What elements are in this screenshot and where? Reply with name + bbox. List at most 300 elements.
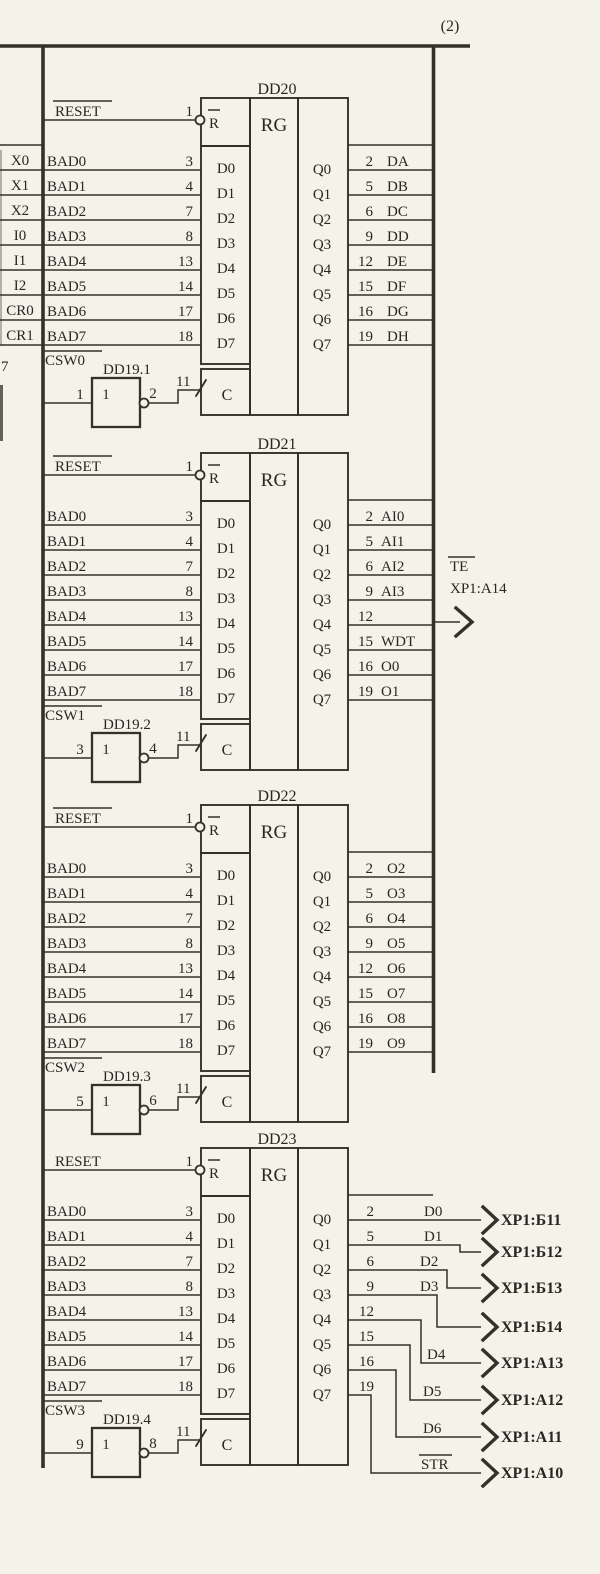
d-port-label: D7 — [216, 1386, 236, 1402]
input-row — [43, 1204, 201, 1220]
output-signal-label: AI2 — [381, 559, 405, 575]
d-port-label: D5 — [216, 993, 236, 1009]
input-signal-label: BAD0 — [47, 861, 87, 877]
input-pin-number: 3 — [185, 1204, 193, 1220]
d-port-label: D3 — [216, 1286, 236, 1302]
q-port-label: Q1 — [312, 1237, 332, 1253]
reset-pin-number: 1 — [185, 104, 193, 120]
input-pin-number: 3 — [185, 861, 193, 877]
input-pin-number: 7 — [185, 911, 193, 927]
input-pin-number: 13 — [178, 609, 193, 625]
clock-pin-number: 11 — [176, 729, 191, 745]
input-signal-label: BAD3 — [47, 936, 87, 952]
output-pin-number: 5 — [366, 1229, 374, 1245]
clock-pin-number: 11 — [176, 374, 191, 390]
input-row — [43, 634, 201, 650]
input-signal-label: BAD0 — [47, 1204, 87, 1220]
d-port-label: D7 — [216, 1043, 236, 1059]
q-port-label: Q4 — [312, 617, 332, 633]
inverter-gate-box — [92, 733, 140, 782]
q-port-label: Q0 — [312, 869, 332, 885]
output-pin-number: 16 — [358, 1011, 373, 1027]
left-ladder-row — [0, 278, 43, 295]
input-row — [43, 911, 201, 927]
d-port-label: D5 — [216, 286, 236, 302]
output-signal-label: O7 — [387, 986, 406, 1002]
output-row — [348, 179, 433, 195]
gate-output-pin-number: 2 — [149, 386, 157, 402]
output-signal-label: O5 — [387, 936, 406, 952]
input-signal-label: BAD5 — [47, 986, 87, 1002]
csw-label: CSW0 — [45, 353, 86, 369]
input-pin-number: 7 — [185, 559, 193, 575]
output-row — [348, 154, 433, 170]
input-rows — [43, 1204, 201, 1395]
reset-label: RESET — [55, 104, 101, 120]
output-pin-number: 19 — [358, 329, 373, 345]
input-signal-label: BAD0 — [47, 154, 87, 170]
input-row — [43, 1354, 201, 1370]
output-signal-label: O9 — [387, 1036, 406, 1052]
output-pin-number: 2 — [366, 1204, 374, 1220]
output-signal-label: DC — [387, 204, 408, 220]
gate-input-pin-number: 1 — [76, 387, 84, 403]
register-type-label: RG — [260, 1165, 288, 1186]
output-pin-number: 12 — [358, 254, 373, 270]
output-row — [348, 509, 433, 525]
q-port-label: Q6 — [312, 1019, 332, 1035]
q-port-label: Q3 — [312, 944, 332, 960]
d-cell-box — [201, 501, 250, 719]
input-row — [43, 1279, 201, 1295]
rg-cell-box — [250, 1148, 298, 1465]
d-port-label: D6 — [216, 1018, 236, 1034]
q-port-label: Q7 — [312, 1044, 332, 1060]
input-pin-number: 8 — [185, 936, 193, 952]
output-pin-number: 12 — [358, 609, 373, 625]
q-port-label: Q4 — [312, 262, 332, 278]
r-port-label: R — [209, 116, 220, 132]
r-inversion-bubble-icon — [196, 471, 205, 480]
output-rows — [348, 154, 433, 345]
input-row — [43, 1329, 201, 1345]
input-signal-label: BAD6 — [47, 304, 87, 320]
q-port-label: Q2 — [312, 567, 332, 583]
rg-cell-box — [250, 98, 298, 415]
output-pin-number: 9 — [366, 1279, 374, 1295]
output-row — [348, 961, 433, 977]
q-port-label: Q4 — [312, 1312, 332, 1328]
connector-chevron-icon — [483, 1460, 497, 1486]
input-row — [43, 559, 201, 575]
output-pin-number: 5 — [365, 534, 373, 550]
input-signal-label: BAD1 — [47, 534, 87, 550]
q-port-label: Q1 — [312, 894, 332, 910]
q-port-label: Q0 — [312, 1212, 332, 1228]
output-signal-label: DF — [387, 279, 407, 295]
output-pin-number: 19 — [359, 1379, 374, 1395]
d-port-label: D3 — [216, 943, 236, 959]
input-pin-number: 13 — [178, 1304, 193, 1320]
input-row — [43, 1379, 201, 1395]
q-port-label: Q2 — [312, 212, 332, 228]
output-pin-number: 16 — [359, 1354, 374, 1370]
connector-label: XP1:A11 — [501, 1429, 563, 1446]
q-port-label: Q0 — [312, 162, 332, 178]
input-pin-number: 4 — [185, 886, 193, 902]
input-rows — [43, 509, 201, 700]
input-row — [43, 279, 201, 295]
q-port-label: Q1 — [312, 187, 332, 203]
register-type-label: RG — [260, 822, 288, 843]
input-row — [43, 609, 201, 625]
output-signal-label: D0 — [424, 1204, 443, 1220]
clock-port-label: C — [221, 742, 233, 759]
input-signal-label: BAD3 — [47, 1279, 87, 1295]
d-port-labels — [217, 868, 236, 1059]
output-rows — [348, 861, 433, 1052]
output-row — [348, 534, 433, 550]
rg-cell-box — [250, 805, 298, 1122]
output-row — [348, 609, 433, 625]
output-row — [348, 204, 433, 220]
input-pin-number: 3 — [185, 509, 193, 525]
input-pin-number: 4 — [185, 179, 193, 195]
input-row — [43, 304, 201, 320]
input-pin-number: 14 — [178, 1329, 193, 1345]
d-port-labels — [217, 1211, 236, 1402]
gate-inversion-bubble-icon — [140, 1106, 149, 1115]
input-signal-label: BAD2 — [47, 559, 87, 575]
input-pin-number: 14 — [178, 986, 193, 1002]
input-signal-label: BAD3 — [47, 229, 87, 245]
output-route-wire — [348, 1245, 481, 1252]
output-row — [348, 659, 433, 675]
clock-port-label: C — [221, 387, 233, 404]
input-signal-label: BAD1 — [47, 179, 87, 195]
q-port-label: Q6 — [312, 312, 332, 328]
d-port-label: D2 — [216, 1261, 236, 1277]
input-pin-number: 14 — [178, 634, 193, 650]
output-pin-numbers — [359, 1204, 375, 1395]
d-port-label: D0 — [216, 516, 236, 532]
q-port-label: Q7 — [312, 692, 332, 708]
q-port-label: Q3 — [312, 592, 332, 608]
output-pin-number: 19 — [358, 1036, 373, 1052]
input-pin-number: 18 — [178, 684, 193, 700]
connector-label: XP1:Б11 — [501, 1212, 562, 1229]
connector-chevron-icon — [483, 1239, 497, 1265]
q-port-labels — [313, 517, 332, 708]
output-route-wire — [348, 1395, 481, 1473]
output-row — [348, 911, 433, 927]
input-signal-label: BAD1 — [47, 886, 87, 902]
output-row — [348, 329, 433, 345]
left-bus-label: I2 — [13, 278, 27, 294]
q-port-label: Q5 — [312, 1337, 332, 1353]
d-port-labels — [217, 161, 236, 352]
te-connector-label: XP1:A14 — [450, 581, 507, 597]
input-pin-number: 18 — [178, 1036, 193, 1052]
d-port-label: D1 — [216, 186, 236, 202]
gate-inner-label: 1 — [102, 387, 110, 403]
input-row — [43, 861, 201, 877]
connector-label: XP1:A13 — [501, 1355, 564, 1372]
connector-chevron-icon — [483, 1275, 497, 1301]
output-pin-number: 2 — [365, 861, 373, 877]
input-pin-number: 4 — [185, 534, 193, 550]
input-signal-label: BAD5 — [47, 1329, 87, 1345]
d-port-label: D6 — [216, 1361, 236, 1377]
output-signal-label: D5 — [423, 1384, 442, 1400]
output-signal-label: DD — [387, 229, 409, 245]
output-pin-number: 9 — [365, 936, 373, 952]
input-signal-label: BAD0 — [47, 509, 87, 525]
r-port-label: R — [209, 1166, 220, 1182]
input-row — [43, 961, 201, 977]
connector-label: XP1:Б12 — [501, 1244, 563, 1261]
clock-port-label: C — [221, 1094, 233, 1111]
output-row — [348, 559, 433, 575]
input-row — [43, 1036, 201, 1052]
output-row — [348, 304, 433, 320]
output-pin-number: 16 — [358, 659, 373, 675]
d-port-label: D1 — [216, 1236, 236, 1252]
output-signal-label: O3 — [387, 886, 406, 902]
chip-title: DD23 — [257, 1131, 297, 1148]
input-pin-number: 7 — [185, 204, 193, 220]
csw-label: CSW2 — [45, 1060, 86, 1076]
gate-input-pin-number: 9 — [76, 1437, 84, 1453]
output-pin-number: 9 — [365, 229, 373, 245]
input-signal-label: BAD3 — [47, 584, 87, 600]
input-row — [43, 986, 201, 1002]
reset-label: RESET — [55, 811, 101, 827]
input-row — [43, 1304, 201, 1320]
q-port-labels — [313, 1212, 332, 1403]
d-port-label: D5 — [216, 641, 236, 657]
gate-name-label: DD19.3 — [103, 1069, 151, 1085]
gate-name-label: DD19.2 — [103, 717, 151, 733]
input-signal-label: BAD6 — [47, 659, 87, 675]
chip-dd21 — [43, 436, 507, 782]
d-port-label: D0 — [216, 1211, 236, 1227]
output-signal-label: D6 — [423, 1421, 442, 1437]
output-signal-label: DA — [387, 154, 409, 170]
left-ladder-row — [0, 328, 43, 345]
q-port-label: Q6 — [312, 1362, 332, 1378]
connector-label: XP1:Б13 — [501, 1280, 563, 1297]
input-pin-number: 8 — [185, 1279, 193, 1295]
input-signal-label: BAD4 — [47, 609, 87, 625]
input-row — [43, 1011, 201, 1027]
connector-label: XP1:Б14 — [501, 1319, 563, 1336]
input-signal-label: BAD7 — [47, 684, 87, 700]
left-bus-label: CR1 — [6, 328, 34, 344]
q-port-labels — [313, 869, 332, 1060]
d-port-label: D7 — [216, 336, 236, 352]
r-inversion-bubble-icon — [196, 1166, 205, 1175]
d-port-label: D0 — [216, 868, 236, 884]
inverter-gate-box — [92, 1085, 140, 1134]
d-port-label: D7 — [216, 691, 236, 707]
gate-output-pin-number: 8 — [149, 1436, 157, 1452]
input-row — [43, 584, 201, 600]
gate-output-pin-number: 6 — [149, 1093, 157, 1109]
output-pin-number: 12 — [358, 961, 373, 977]
input-signal-label: BAD5 — [47, 279, 87, 295]
q-port-label: Q3 — [312, 1287, 332, 1303]
output-signal-label: AI0 — [381, 509, 405, 525]
input-row — [43, 684, 201, 700]
q-cell-box — [298, 453, 348, 770]
output-signal-label: D2 — [420, 1254, 439, 1270]
input-pin-number: 17 — [178, 659, 193, 675]
output-signal-label: DH — [387, 329, 409, 345]
output-row — [348, 684, 433, 700]
reset-label: RESET — [55, 459, 101, 475]
rg-cell-box — [250, 453, 298, 770]
input-pin-number: 13 — [178, 961, 193, 977]
connector-chevron-icon — [483, 1207, 497, 1233]
connector-chevron-icon — [483, 1350, 497, 1376]
input-row — [43, 534, 201, 550]
d-port-label: D4 — [216, 1311, 236, 1327]
chip-title: DD21 — [257, 436, 297, 453]
r-port-label: R — [209, 471, 220, 487]
left-bus-label: I1 — [13, 253, 27, 269]
chip-title: DD22 — [257, 788, 297, 805]
input-pin-number: 3 — [185, 154, 193, 170]
input-row — [43, 179, 201, 195]
q-port-label: Q7 — [312, 337, 332, 353]
edge-digit-label: 7 — [1, 359, 9, 375]
output-signal-label: O1 — [381, 684, 400, 700]
input-rows — [43, 154, 201, 345]
output-pin-number: 19 — [358, 684, 373, 700]
q-port-label: Q5 — [312, 287, 332, 303]
output-pin-number: 2 — [365, 154, 373, 170]
output-row — [348, 254, 433, 270]
gate-inner-label: 1 — [102, 1094, 110, 1110]
d-port-label: D4 — [216, 616, 236, 632]
gate-inner-label: 1 — [102, 742, 110, 758]
gate-inversion-bubble-icon — [140, 754, 149, 763]
left-ladder-row — [0, 178, 43, 195]
input-row — [43, 1254, 201, 1270]
output-signal-label: O4 — [387, 911, 406, 927]
output-pin-number: 12 — [359, 1304, 374, 1320]
clock-port-label: C — [221, 1437, 233, 1454]
gate-inversion-bubble-icon — [140, 399, 149, 408]
left-bus-label: I0 — [13, 228, 27, 244]
input-pin-number: 17 — [178, 304, 193, 320]
connector-chevron-icon — [483, 1387, 497, 1413]
input-pin-number: 13 — [178, 254, 193, 270]
te-signal-label: TE — [450, 559, 469, 575]
d-port-label: D3 — [216, 591, 236, 607]
connector-label: XP1:A10 — [501, 1465, 564, 1482]
reset-pin-number: 1 — [185, 1154, 193, 1170]
r-inversion-bubble-icon — [196, 823, 205, 832]
left-ladder-row — [0, 203, 43, 220]
left-ladder-row — [0, 228, 43, 245]
input-signal-label: BAD6 — [47, 1011, 87, 1027]
q-port-label: Q6 — [312, 667, 332, 683]
left-bus-label: X0 — [10, 153, 30, 169]
output-signal-label: D1 — [424, 1229, 443, 1245]
input-row — [43, 936, 201, 952]
q-port-label: Q2 — [312, 919, 332, 935]
d-port-label: D2 — [216, 566, 236, 582]
output-row — [348, 229, 433, 245]
input-row — [43, 886, 201, 902]
q-port-label: Q1 — [312, 542, 332, 558]
left-ladder — [0, 153, 43, 345]
input-pin-number: 8 — [185, 229, 193, 245]
q-cell-box — [298, 805, 348, 1122]
register-type-label: RG — [260, 115, 288, 136]
q-port-labels — [313, 162, 332, 353]
output-pin-number: 6 — [365, 559, 373, 575]
output-signal-label: STR — [421, 1457, 449, 1473]
output-row — [348, 1036, 433, 1052]
input-pin-number: 18 — [178, 329, 193, 345]
output-signal-label: O6 — [387, 961, 406, 977]
output-signal-label: O8 — [387, 1011, 406, 1027]
output-signal-label: DE — [387, 254, 407, 270]
reset-label: RESET — [55, 1154, 101, 1170]
input-row — [43, 154, 201, 170]
left-ladder-row — [0, 153, 43, 170]
input-row — [43, 254, 201, 270]
output-signal-label: D4 — [427, 1347, 446, 1363]
gate-name-label: DD19.4 — [103, 1412, 151, 1428]
d-port-label: D4 — [216, 968, 236, 984]
output-pin-number: 5 — [365, 179, 373, 195]
inverter-gate-box — [92, 378, 140, 427]
sheet-number: (2) — [440, 18, 460, 35]
reset-pin-number: 1 — [185, 459, 193, 475]
reset-pin-number: 1 — [185, 811, 193, 827]
gate-input-pin-number: 5 — [76, 1094, 84, 1110]
gate-output-pin-number: 4 — [149, 741, 157, 757]
output-row — [348, 1011, 433, 1027]
input-pin-number: 18 — [178, 1379, 193, 1395]
register-type-label: RG — [260, 470, 288, 491]
connector-chevron-icon — [483, 1424, 497, 1450]
output-pin-number: 6 — [365, 204, 373, 220]
input-signal-label: BAD7 — [47, 329, 87, 345]
output-row — [348, 279, 433, 295]
d-port-label: D2 — [216, 211, 236, 227]
input-pin-number: 8 — [185, 584, 193, 600]
output-row — [348, 634, 433, 650]
left-ladder-row — [0, 303, 43, 320]
output-row — [348, 936, 433, 952]
output-pin-number: 2 — [365, 509, 373, 525]
gate-inversion-bubble-icon — [140, 1449, 149, 1458]
inverter-gate-box — [92, 1428, 140, 1477]
clock-pin-number: 11 — [176, 1424, 191, 1440]
output-signal-label: O2 — [387, 861, 406, 877]
output-signal-label: DG — [387, 304, 409, 320]
q-port-label: Q7 — [312, 1387, 332, 1403]
q-cell-box — [298, 98, 348, 415]
output-row — [348, 886, 433, 902]
d-cell-box — [201, 146, 250, 364]
output-signal-label: WDT — [381, 634, 416, 650]
